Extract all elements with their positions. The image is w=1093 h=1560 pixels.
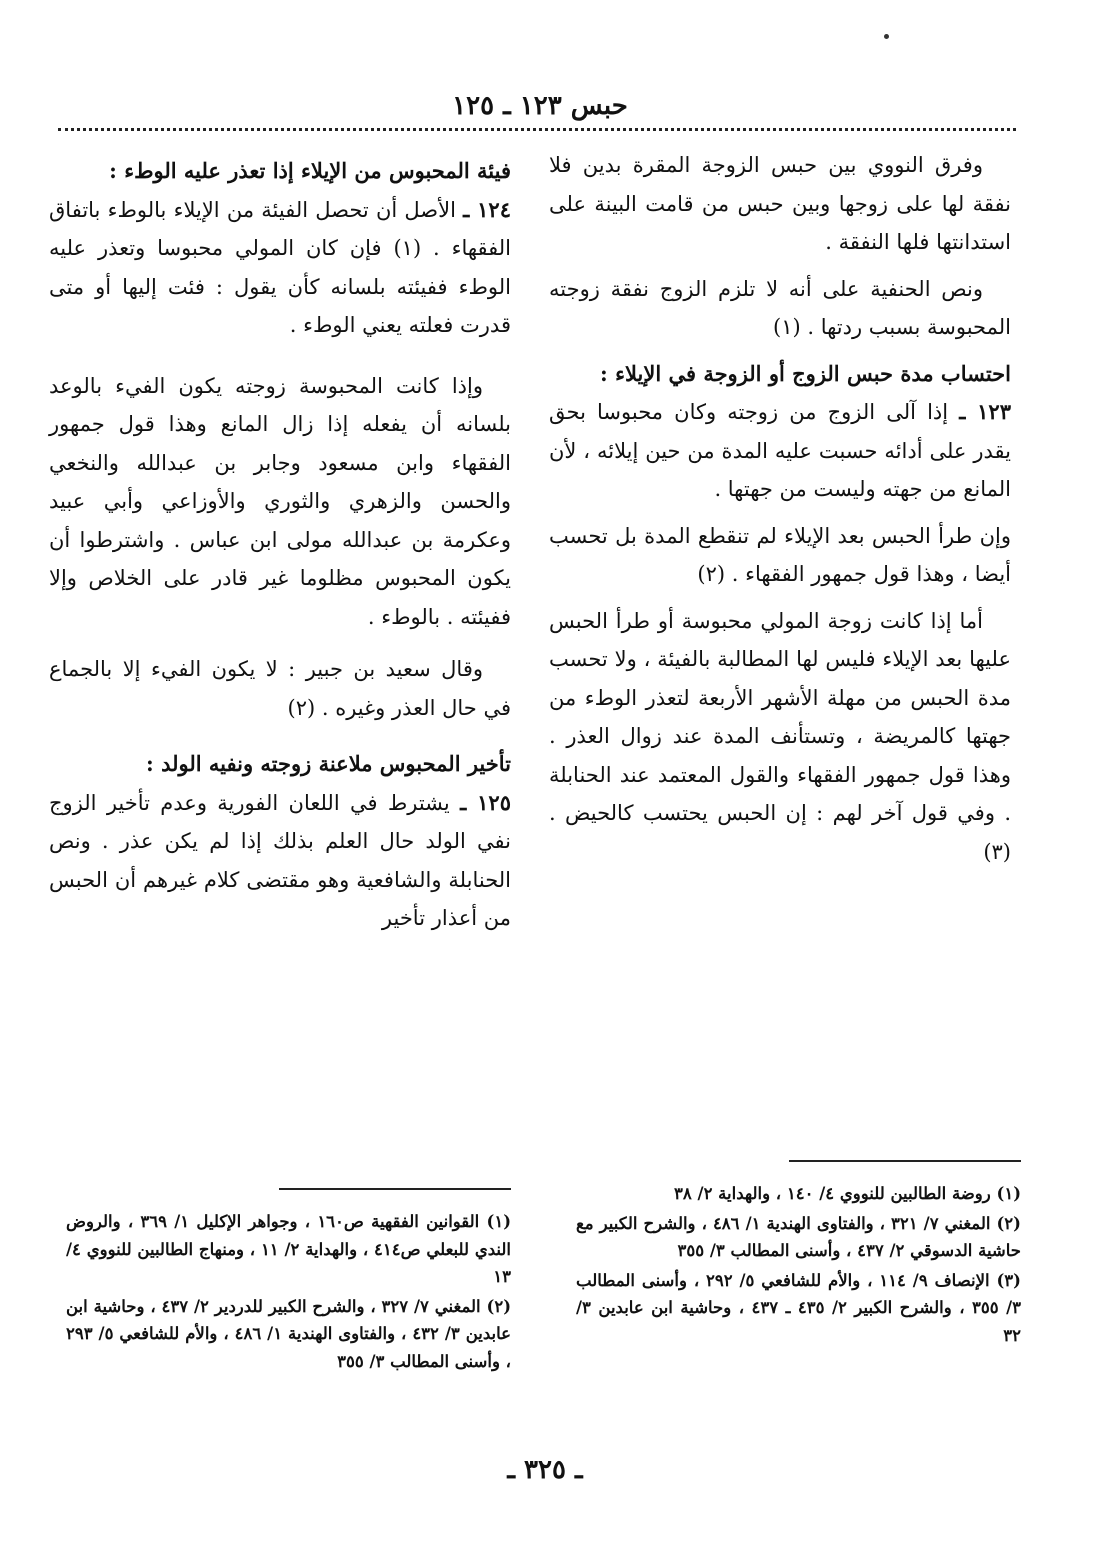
numbered-paragraph: [49, 784, 511, 938]
paragraph-number: ١٢٤ ـ: [463, 196, 511, 222]
stray-dot: [884, 34, 889, 39]
footnote: (١) روضة الطالبين للنووي ٤/ ١٤٠ ، والهداية ٢/ ٣٨: [674, 1184, 1021, 1203]
footnote: (٢) المغني ٧/ ٣٢١ ، والفتاوى الهندية ١/ ٤٨٦ ، والشرح الكبير مع حاشية الدسوقي ٢/ ٤٣٧ ، وأسنى المطالب ٣/ ٣٥٥: [576, 1213, 1021, 1260]
paragraph-text: الأصل أن تحصل الفيئة من الإيلاء بالوطء باتفاق الفقهاء . (١) فإن كان المولي محبوسا وتعذر عليه الوطء ففيئته بلسانه كأن يقول : فئت إليها أو متى قدرت فعلته يعني الوطء .: [49, 197, 512, 337]
paragraph: وقال سعيد بن جبير : لا يكون الفيء إلا بالجماع في حال العذر وغيره . (٢): [49, 657, 511, 720]
numbered-paragraph: [49, 191, 511, 345]
footnote: (١) القوانين الفقهية ص١٦٠ ، وجواهر الإكليل ١/ ٣٦٩ ، والروض الندي للبعلي ص٤١٤ ، والهداية ٢/ ١١ ، ومنهاج الطالبين للنووي ٤/ ١٣: [66, 1212, 512, 1286]
running-header: حبس ١٢٣ ـ ١٢٥: [452, 91, 628, 121]
right-column: [549, 146, 1011, 879]
paragraph: وفرق النووي بين حبس الزوجة المقرة بدين فلا نفقة لها على زوجها وبين حبس من قامت البينة على استدانتها فلها النفقة .: [549, 153, 1011, 254]
page-number: ـ ٣٢٥ ـ: [507, 1455, 583, 1485]
paragraph: وإذا كانت المحبوسة زوجته يكون الفيء بالوعد بلسانه أن يفعله إذا زال المانع وهذا قول جمهور الفقهاء وابن مسعود وجابر بن عبدالله والنخعي والحسن والزهري والثوري والأوزاعي وأبي عبيد وعكرمة بن عبدالله مولى ابن عباس . واشترطوا أن يكون المحبوس مظلوما غير قادر على الخلاص وإلا ففيئته . بالوطء .: [49, 373, 511, 629]
paragraph: ونص الحنفية على أنه لا تلزم الزوج نفقة زوجته المحبوسة بسبب ردتها . (١): [549, 276, 1011, 339]
footnotes-left: [66, 1208, 511, 1377]
section-heading: احتساب مدة حبس الزوج أو الزوجة في الإيلاء :: [600, 360, 1011, 386]
footnote-rule-right: [789, 1160, 1021, 1162]
section-heading: تأخير المحبوس ملاعنة زوجته ونفيه الولد :: [146, 751, 511, 776]
header-dotted-rule: [58, 128, 1016, 131]
footnote: (٢) المغني ٧/ ٣٢٧ ، والشرح الكبير للدردير ٢/ ٤٣٧ ، وحاشية ابن عابدين ٣/ ٤٣٢ ، والفتاوى الهندية ١/ ٤٨٦ ، والأم للشافعي ٥/ ٢٩٣ ، وأسنى المطالب ٣/ ٣٥٥: [66, 1296, 511, 1371]
paragraph-number: ١٢٥ ـ: [460, 789, 511, 815]
footnotes-right: [576, 1180, 1021, 1351]
section-heading: فيئة المحبوس من الإيلاء إذا تعذر عليه الوطء :: [109, 158, 511, 183]
paragraph-number: ١٢٣ ـ: [959, 399, 1011, 424]
numbered-paragraph: [549, 393, 1011, 509]
left-column: [49, 146, 511, 946]
paragraph-text: إذا آلى الزوج من زوجته وكان محبوسا بحق يقدر على أدائه حسبت عليه المدة من حين إيلائه ، لأن المانع من جهته وليست من جهتها .: [549, 400, 1011, 501]
footnote: (٣) الإنصاف ٩/ ١١٤ ، والأم للشافعي ٥/ ٢٩٢ ، وأسنى المطالب ٣/ ٣٥٥ ، والشرح الكبير ٢/ ٤٣٥ ـ ٤٣٧ ، وحاشية ابن عابدين ٣/ ٣٢: [576, 1270, 1021, 1345]
paragraph: وإن طرأ الحبس بعد الإيلاء لم تنقطع المدة بل تحسب أيضا ، وهذا قول جمهور الفقهاء . (٢): [549, 523, 1011, 586]
paragraph-text: يشترط في اللعان الفورية وعدم تأخير الزوج نفي الولد حال العلم بذلك إذا لم يكن عذر . ونص الحنابلة والشافعية وهو مقتضى كلام غيرهم أن الحبس من أعذار تأخير: [49, 790, 511, 930]
paragraph: أما إذا كانت زوجة المولي محبوسة أو طرأ الحبس عليها بعد الإيلاء فليس لها المطالبة بالفيئة ، ولا تحسب مدة الحبس من مهلة الأشهر الأربعة لتعذر الوطء من جهتها كالمريضة ، وتستأنف المدة عند زوال العذر . وهذا قول جمهور الفقهاء والقول المعتمد عند الحنابلة . وفي قول آخر لهم : إن الحبس يحتسب كالحيض . (٣): [549, 608, 1011, 864]
footnote-rule-left: [279, 1188, 511, 1190]
